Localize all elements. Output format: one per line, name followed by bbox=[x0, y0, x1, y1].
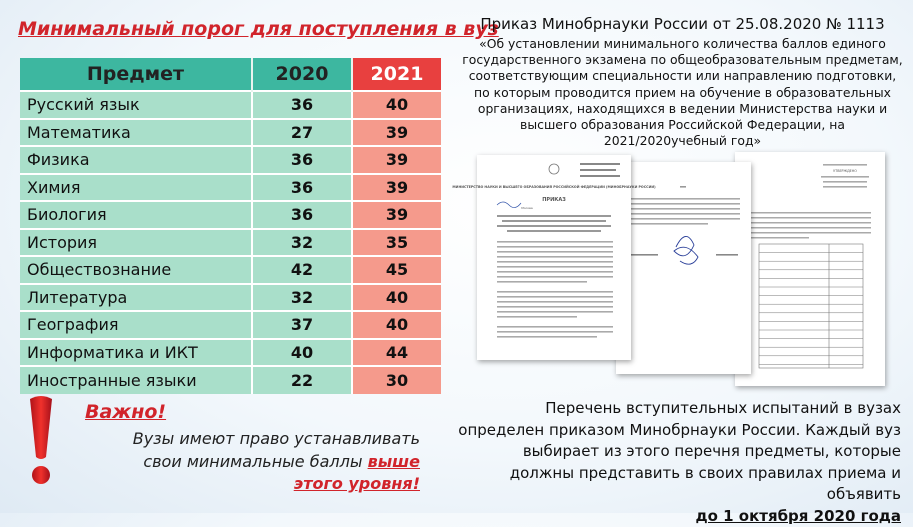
subject-cell: Литература bbox=[20, 284, 252, 312]
score-2020-cell: 36 bbox=[252, 91, 352, 119]
table-row bbox=[20, 119, 441, 147]
table-row bbox=[20, 311, 441, 339]
score-2020-cell: 27 bbox=[252, 119, 352, 147]
subject-cell: Информатика и ИКТ bbox=[20, 339, 252, 367]
info-text-body: Перечень вступительных испытаний в вузах определен приказом Минобрнауки России. Каждый вуз выбирает из этого перечня предметы, которые должны представить в своих правилах приема и объявить bbox=[458, 399, 901, 503]
score-2021-cell: 45 bbox=[352, 256, 441, 284]
score-2021-cell: 39 bbox=[352, 146, 441, 174]
info-text bbox=[456, 398, 901, 527]
score-2020-cell: 36 bbox=[252, 146, 352, 174]
important-text-body: Вузы имеют право устанавливать свои минимальные баллы bbox=[132, 429, 420, 471]
document-page-2 bbox=[616, 162, 751, 374]
subject-cell: Русский язык bbox=[20, 91, 252, 119]
header-2021: 2021 bbox=[352, 58, 441, 91]
subject-cell: Обществознание bbox=[20, 256, 252, 284]
score-2021-cell: 40 bbox=[352, 284, 441, 312]
score-2020-cell: 42 bbox=[252, 256, 352, 284]
score-2020-cell: 37 bbox=[252, 311, 352, 339]
score-2020-cell: 40 bbox=[252, 339, 352, 367]
score-2021-cell: 39 bbox=[352, 201, 441, 229]
table-row bbox=[20, 146, 441, 174]
document-page-2-graphic bbox=[616, 162, 751, 374]
subject-cell: География bbox=[20, 311, 252, 339]
exclamation-icon bbox=[26, 395, 56, 487]
score-2020-cell: 22 bbox=[252, 366, 352, 394]
header-2020: 2020 bbox=[252, 58, 352, 91]
score-2020-cell: 32 bbox=[252, 284, 352, 312]
table-header-row bbox=[20, 58, 441, 91]
score-2021-cell: 40 bbox=[352, 311, 441, 339]
subject-cell: Математика bbox=[20, 119, 252, 147]
doc3-approved: УТВЕРЖДЕНО bbox=[833, 169, 857, 173]
subject-cell: Биология bbox=[20, 201, 252, 229]
order-title: Приказ Минобрнауки России от 25.08.2020 № 1113 bbox=[480, 15, 885, 33]
document-page-1-graphic bbox=[452, 155, 656, 360]
table-row bbox=[20, 284, 441, 312]
document-page-3 bbox=[735, 152, 885, 386]
score-2021-cell: 44 bbox=[352, 339, 441, 367]
deadline-text: до 1 октября 2020 года bbox=[695, 506, 901, 525]
score-2020-cell: 36 bbox=[252, 174, 352, 202]
score-2021-cell: 39 bbox=[352, 119, 441, 147]
header-subject: Предмет bbox=[20, 58, 252, 91]
table-row bbox=[20, 366, 441, 394]
table-row bbox=[20, 339, 441, 367]
table-row bbox=[20, 201, 441, 229]
score-2021-cell: 35 bbox=[352, 229, 441, 257]
document-page-1 bbox=[452, 155, 656, 360]
table-row bbox=[20, 91, 441, 119]
doc1-order-word: ПРИКАЗ bbox=[542, 197, 566, 203]
score-table bbox=[20, 58, 441, 394]
score-2021-cell: 30 bbox=[352, 366, 441, 394]
subject-cell: Иностранные языки bbox=[20, 366, 252, 394]
doc1-city: Москва bbox=[521, 206, 533, 210]
table-row bbox=[20, 174, 441, 202]
score-2021-cell: 40 bbox=[352, 91, 441, 119]
score-2021-cell: 39 bbox=[352, 174, 441, 202]
score-2020-cell: 32 bbox=[252, 229, 352, 257]
subject-cell: Химия bbox=[20, 174, 252, 202]
order-subtitle: «Об установлении минимального количества баллов единого государственного экзамена по общеобразовательным предметам, соответствующим специальности или направлению подготовки, по которым проводится прием на обучение в образовательных организациях, находящихся в ведении Министерства науки и высшего образования Российской Федерации, на 2021/2020учебный год» bbox=[462, 36, 903, 149]
score-2020-cell: 36 bbox=[252, 201, 352, 229]
table-row bbox=[20, 229, 441, 257]
important-label: Важно! bbox=[85, 401, 167, 423]
doc1-head: МИНИСТЕРСТВО НАУКИ И ВЫСШЕГО ОБРАЗОВАНИЯ РОССИЙСКОЙ ФЕДЕРАЦИИ (МИНОБРНАУКИ РОССИИ) bbox=[452, 185, 656, 189]
important-text bbox=[96, 428, 420, 496]
page-title: Минимальный порог для поступления в вуз bbox=[18, 18, 499, 40]
subject-cell: Физика bbox=[20, 146, 252, 174]
document-page-3-graphic bbox=[735, 152, 885, 386]
subject-cell: История bbox=[20, 229, 252, 257]
table-row bbox=[20, 256, 441, 284]
important-highlight: выше этого уровня! bbox=[293, 451, 420, 493]
